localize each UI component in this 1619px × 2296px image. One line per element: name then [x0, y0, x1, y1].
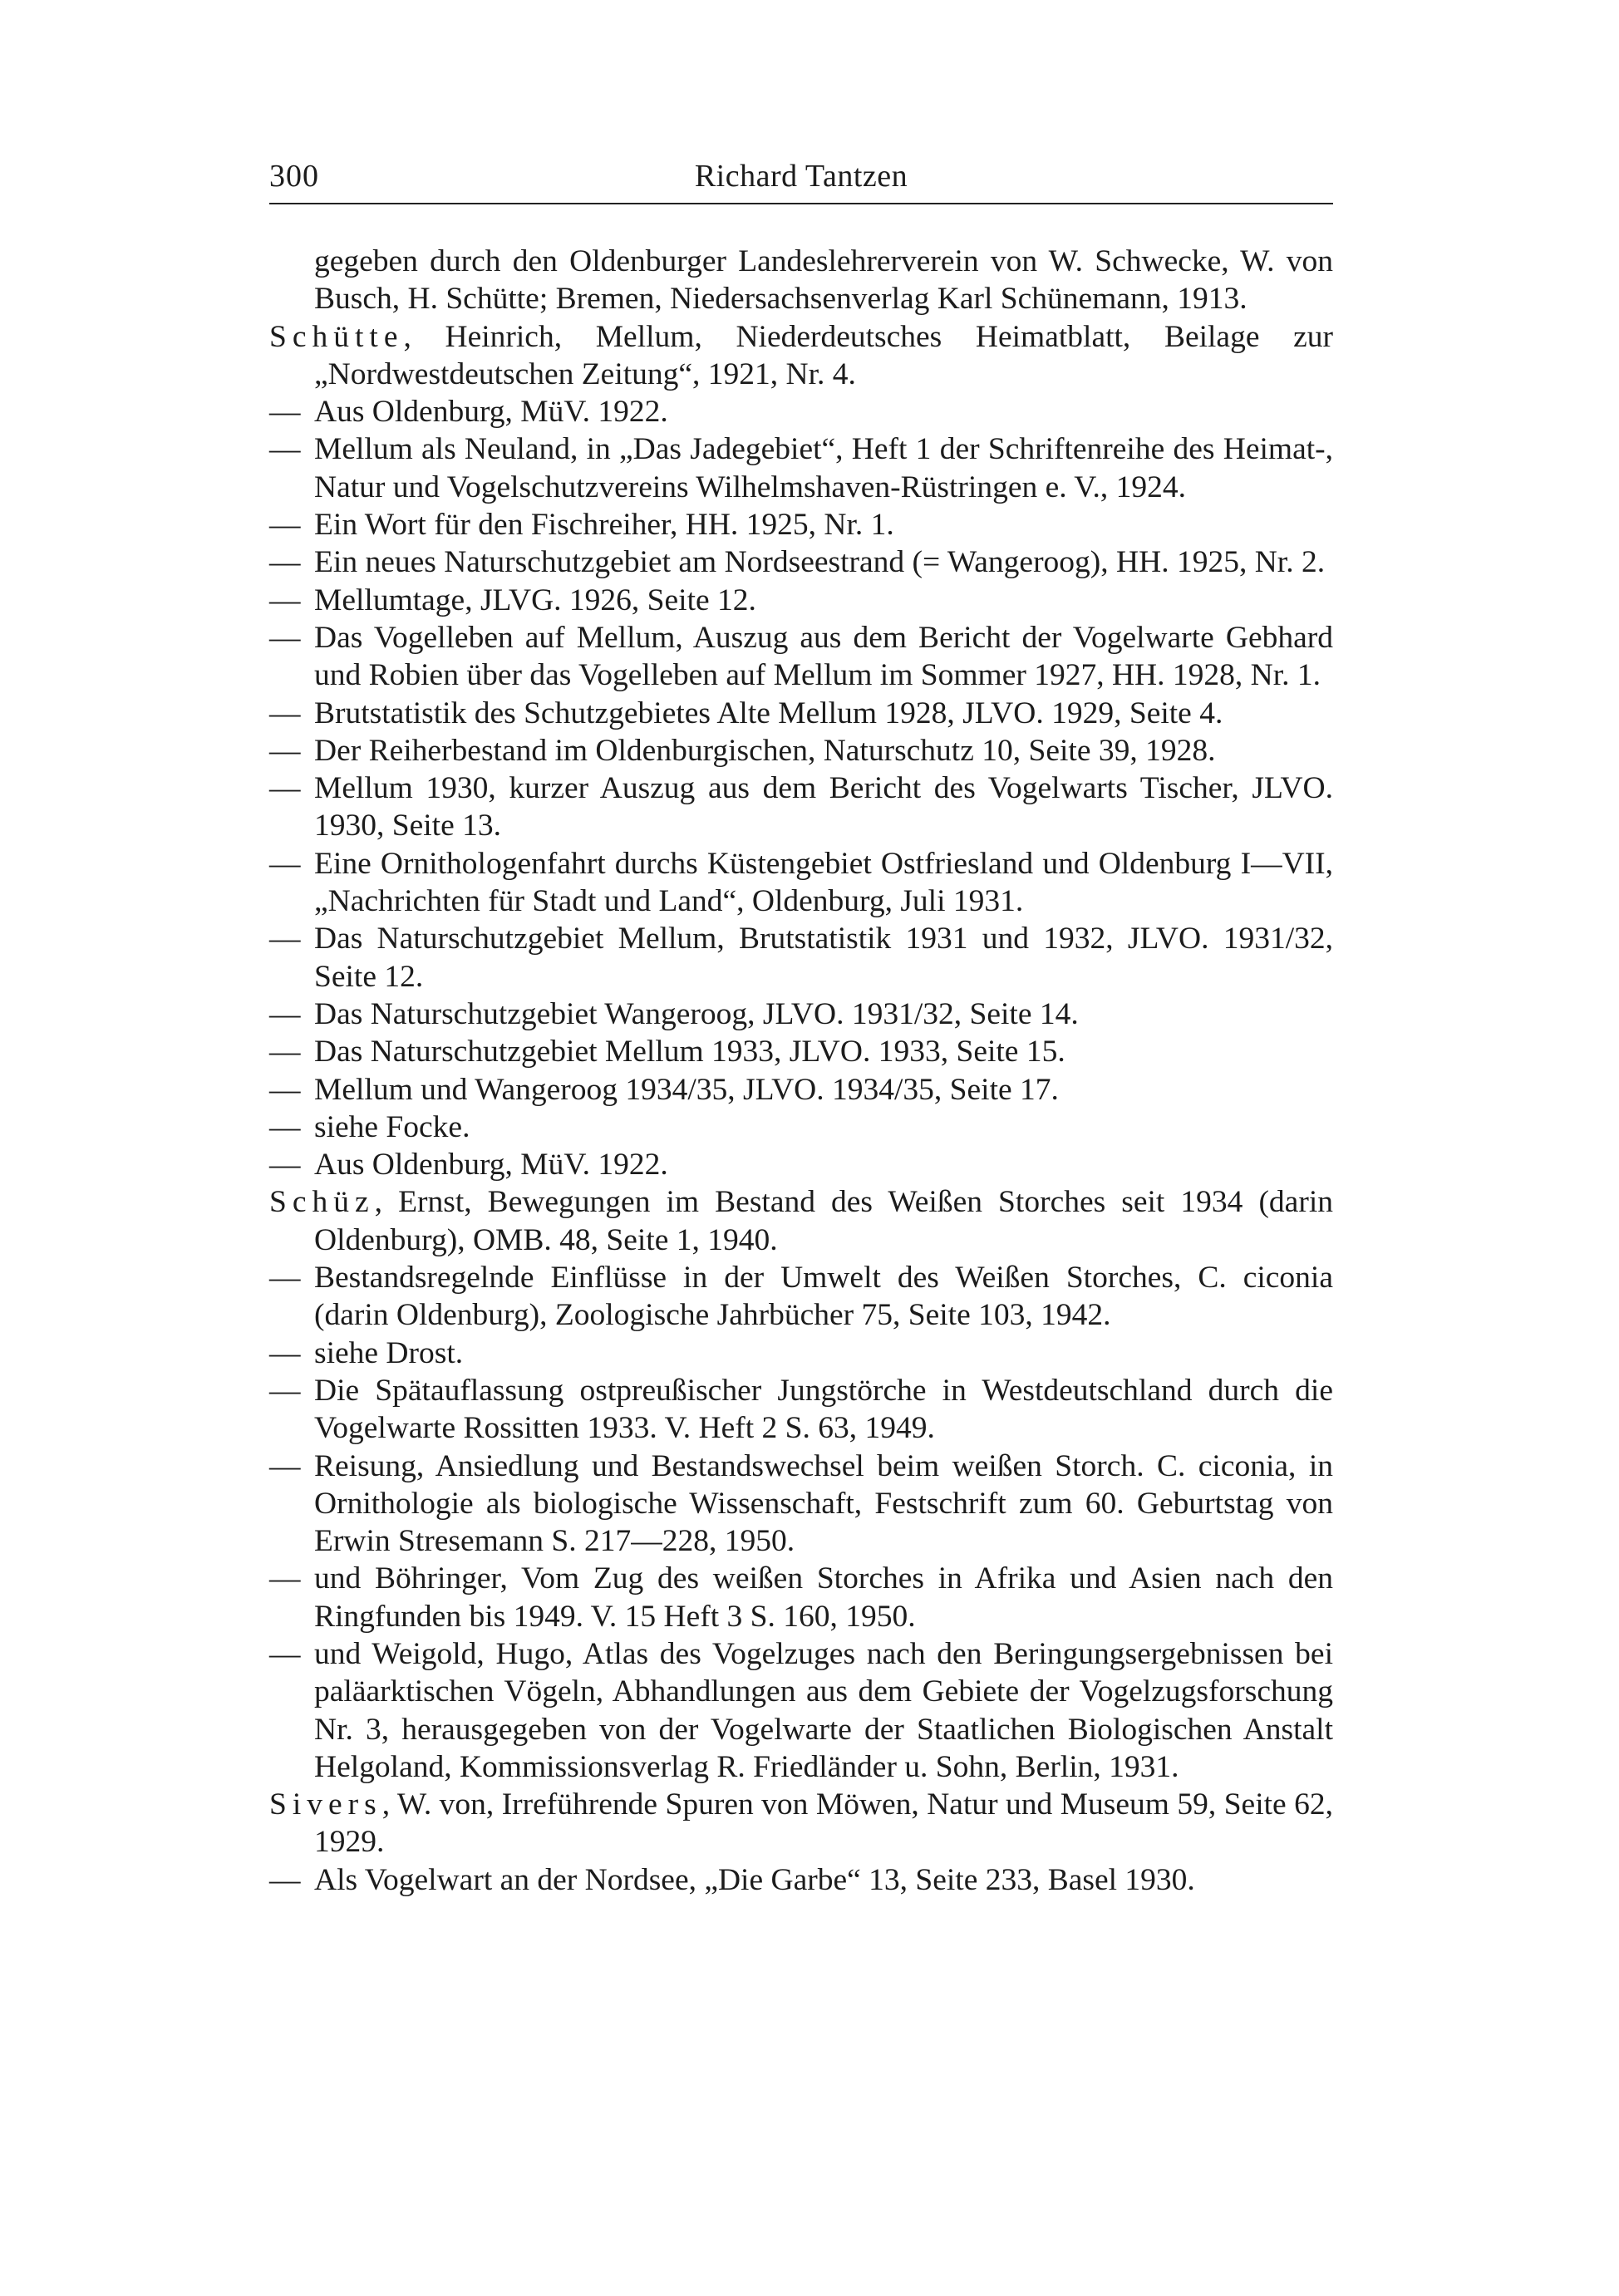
entry-text: Ein Wort für den Fischreiher, HH. 1925, Nr. 1. [314, 508, 894, 543]
ditto-dash: — [269, 583, 301, 617]
bibliography-entry [269, 695, 1333, 732]
entry-text: Das Vogelleben auf Mellum, Auszug aus dem Bericht der Vogelwarte Gebhard und Robien über das Vogelleben auf Mellum im Sommer 1927, HH. 1928, Nr. 1. [314, 620, 1333, 693]
bibliography-entry [269, 1861, 1333, 1899]
bibliography-entry [269, 1146, 1333, 1183]
bibliography-entry [269, 1372, 1333, 1448]
bibliography-entry [269, 1560, 1333, 1635]
ditto-dash: — [269, 1261, 301, 1295]
bibliography-entry [269, 430, 1333, 506]
bibliography-entry [269, 1786, 1333, 1861]
bibliography-entry [269, 1335, 1333, 1372]
entry-text: Mellum 1930, kurzer Auszug aus dem Bericht des Vogelwarts Tischer, JLVO. 1930, Seite 13. [314, 771, 1333, 843]
ditto-dash: — [269, 846, 301, 881]
entry-text: Das Naturschutzgebiet Wangeroog, JLVO. 1931/32, Seite 14. [314, 996, 1079, 1031]
bibliography-entry [269, 1071, 1333, 1109]
ditto-dash: — [269, 1035, 301, 1069]
bibliography-entry [269, 920, 1333, 996]
bibliography-entry [269, 1033, 1333, 1070]
entry-text: Das Naturschutzgebiet Mellum, Brutstatistik 1931 und 1932, JLVO. 1931/32, Seite 12. [314, 922, 1333, 994]
bibliography-entry [269, 1635, 1333, 1786]
ditto-dash: — [269, 1448, 301, 1483]
bibliography-entry [269, 582, 1333, 619]
author-name: Schüz [269, 1185, 375, 1220]
author-name: Sivers [269, 1787, 382, 1822]
bibliography-entry [269, 845, 1333, 921]
entry-text: Aus Oldenburg, MüV. 1922. [314, 395, 668, 430]
entry-text: , Ernst, Bewegungen im Bestand des Weißen Storches seit 1934 (darin Oldenburg), OMB. 48, Seite 1, 1940. [314, 1185, 1333, 1257]
entry-text: und Böhringer, Vom Zug des weißen Storches in Afrika und Asien nach den Ringfunden bis 1949. V. 15 Heft 3 S. 160, 1950. [314, 1561, 1333, 1634]
bibliography-entry [269, 243, 1333, 318]
bibliography-list [269, 243, 1333, 1899]
bibliography-entry [269, 769, 1333, 845]
entry-text: Brutstatistik des Schutzgebietes Alte Mellum 1928, JLVO. 1929, Seite 4. [314, 696, 1223, 730]
ditto-dash: — [269, 545, 301, 580]
page-number: 300 [269, 159, 319, 194]
entry-text: gegeben durch den Oldenburger Landeslehrerverein von W. Schwecke, W. von Busch, H. Schütte; Bremen, Niedersachsenverlag Karl Schünemann, 1913. [314, 244, 1333, 317]
running-title: Richard Tantzen [694, 159, 908, 194]
ditto-dash: — [269, 1373, 301, 1408]
bibliography-entry [269, 1109, 1333, 1146]
entry-text: Der Reiherbestand im Oldenburgischen, Naturschutz 10, Seite 39, 1928. [314, 733, 1216, 768]
ditto-dash: — [269, 395, 301, 430]
ditto-dash: — [269, 1109, 301, 1144]
entry-text: Aus Oldenburg, MüV. 1922. [314, 1148, 668, 1182]
entry-text: siehe Drost. [314, 1335, 464, 1370]
entry-text: , Heinrich, Mellum, Niederdeutsches Heimatblatt, Beilage zur „Nordwestdeutschen Zeitung“, 1921, Nr. 4. [314, 319, 1333, 391]
ditto-dash: — [269, 508, 301, 543]
ditto-dash: — [269, 696, 301, 730]
entry-text: Das Naturschutzgebiet Mellum 1933, JLVO. 1933, Seite 15. [314, 1035, 1065, 1069]
entry-text: Als Vogelwart an der Nordsee, „Die Garbe“ 13, Seite 233, Basel 1930. [314, 1862, 1195, 1897]
entry-text: Eine Ornithologenfahrt durchs Küstengebiet Ostfriesland und Oldenburg I—VII, „Nachrichten für Stadt und Land“, Oldenburg, Juli 1931. [314, 846, 1333, 919]
bibliography-entry [269, 1183, 1333, 1259]
author-name: Schütte [269, 319, 404, 354]
ditto-dash: — [269, 1636, 301, 1671]
ditto-dash: — [269, 1148, 301, 1182]
bibliography-entry [269, 318, 1333, 394]
entry-text: und Weigold, Hugo, Atlas des Vogelzuges nach den Beringungsergebnissen bei paläarktischen Vögeln, Abhandlungen aus dem Gebiete der Vogelzugsforschung Nr. 3, herausgegeben von der Vogelwarte der Staatlichen Biologischen Anstalt Helgoland, Kommissionsverlag R. Friedländer u. Sohn, Berlin, 1931. [314, 1636, 1333, 1784]
bibliography-entry [269, 732, 1333, 769]
ditto-dash: — [269, 733, 301, 768]
ditto-dash: — [269, 1862, 301, 1897]
running-header [269, 156, 1333, 204]
bibliography-entry [269, 619, 1333, 695]
bibliography-entry [269, 506, 1333, 543]
bibliography-entry [269, 543, 1333, 581]
ditto-dash: — [269, 620, 301, 655]
entry-text: Die Spätauflassung ostpreußischer Jungstörche in Westdeutschland durch die Vogelwarte Rossitten 1933. V. Heft 2 S. 63, 1949. [314, 1373, 1333, 1446]
ditto-dash: — [269, 1561, 301, 1596]
bibliography-entry [269, 1259, 1333, 1335]
ditto-dash: — [269, 1072, 301, 1107]
entry-text: , W. von, Irreführende Spuren von Möwen, Natur und Museum 59, Seite 62, 1929. [314, 1787, 1333, 1860]
entry-text: Reisung, Ansiedlung und Bestandswechsel beim weißen Storch. C. ciconia, in Ornithologie als biologische Wissenschaft, Festschrift zum 60. Geburtstag von Erwin Stresemann S. 217—228, 1950. [314, 1448, 1333, 1559]
entry-text: Mellum und Wangeroog 1934/35, JLVO. 1934/35, Seite 17. [314, 1072, 1059, 1107]
bibliography-entry [269, 996, 1333, 1033]
entry-text: siehe Focke. [314, 1109, 470, 1144]
entry-text: Mellumtage, JLVG. 1926, Seite 12. [314, 583, 756, 617]
entry-text: Bestandsregelnde Einflüsse in der Umwelt des Weißen Storches, C. ciconia (darin Oldenburg), Zoologische Jahrbücher 75, Seite 103, 1942. [314, 1261, 1333, 1333]
entry-text: Ein neues Naturschutzgebiet am Nordseestrand (= Wangeroog), HH. 1925, Nr. 2. [314, 545, 1326, 580]
ditto-dash: — [269, 1335, 301, 1370]
bibliography-entry [269, 1448, 1333, 1561]
ditto-dash: — [269, 771, 301, 806]
ditto-dash: — [269, 996, 301, 1031]
ditto-dash: — [269, 432, 301, 467]
ditto-dash: — [269, 922, 301, 956]
entry-text: Mellum als Neuland, in „Das Jadegebiet“, Heft 1 der Schriftenreihe des Heimat-, Natur und Vogelschutzvereins Wilhelmshaven-Rüstringen e. V., 1924. [314, 432, 1333, 504]
bibliography-entry [269, 393, 1333, 430]
